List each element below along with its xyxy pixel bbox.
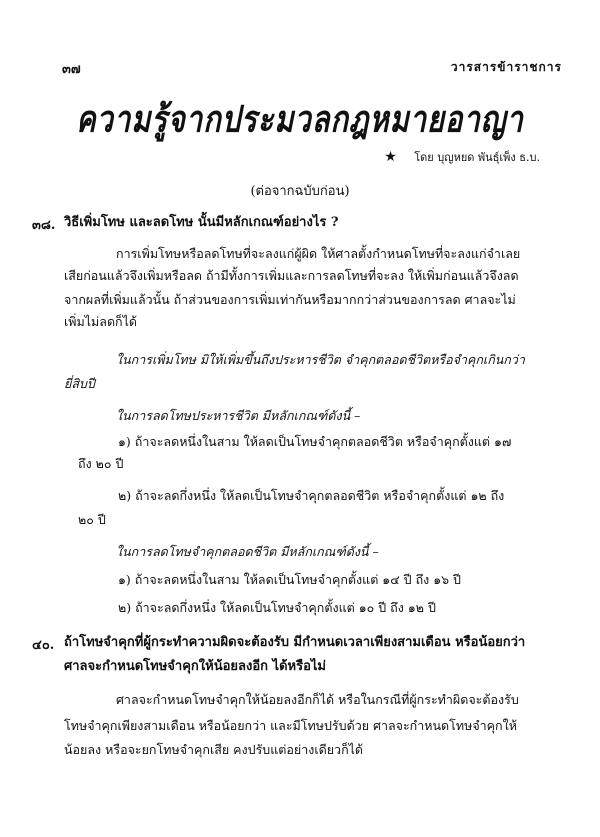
list-item: ๒) ถ้าจะลดกึ่งหนึ่ง ให้ลดเป็นโทษจำคุกตลอดชีวิต หรือจำคุกตั้งแต่ ๑๒ ถึง: [118, 488, 505, 503]
question-text: ศาลจะกำหนดโทษจำคุกให้น้อยลงอีก ได้หรือไม่: [64, 659, 326, 674]
byline: [384, 148, 540, 166]
paragraph-line: น้อยลง หรือจะยกโทษจำคุกเสีย คงปรับแต่อย่างเดียวก็ได้: [64, 742, 364, 757]
question-text: ถ้าโทษจำคุกที่ผู้กระทำความผิดจะต้องรับ มีกำหนดเวลาเพียงสามเดือน หรือน้อยกว่า: [64, 635, 526, 650]
list-item: ๑) ถ้าจะลดหนึ่งในสาม ให้ลดเป็นโทษจำคุกตลอดชีวิต หรือจำคุกตั้งแต่ ๑๗: [118, 434, 512, 449]
continued-note: (ต่อจากฉบับก่อน): [250, 184, 350, 199]
paragraph-line: จากผลที่เพิ่มแล้วนั้น ถ้าส่วนของการเพิ่มเท่ากันหรือมากกว่าส่วนของการลด ศาลจะไม่: [64, 292, 516, 307]
paragraph-line: ศาลจะกำหนดโทษจำคุกให้น้อยลงอีกก็ได้ หรือในกรณีที่ผู้กระทำผิดจะต้องรับ: [116, 692, 519, 707]
subsection-heading: ในการลดโทษจำคุกตลอดชีวิต มีหลักเกณฑ์ดังนี้ –: [116, 544, 379, 559]
paragraph-line: โทษจำคุกเพียงสามเดือน หรือน้อยกว่า และมีโทษปรับด้วย ศาลจะกำหนดโทษจำคุกให้: [64, 718, 517, 733]
author: โดย บุญหยด พันธุ์เพ็ง ธ.บ.: [414, 151, 540, 164]
paragraph-line: ยี่สิบปี: [64, 376, 95, 391]
list-item: ๑) ถ้าจะลดหนึ่งในสาม ให้ลดเป็นโทษจำคุกตั้งแต่ ๑๔ ปี ถึง ๑๖ ปี: [118, 572, 461, 587]
list-item: ๒) ถ้าจะลดกึ่งหนึ่ง ให้ลดเป็นโทษจำคุกตั้งแต่ ๑๐ ปี ถึง ๑๒ ปี: [118, 600, 436, 615]
paragraph-line: ในการเพิ่มโทษ มิให้เพิ่มขึ้นถึงประหารชีวิต จำคุกตลอดชีวิตหรือจำคุกเกินกว่า: [116, 352, 525, 367]
page-number: ๓๗: [62, 62, 81, 77]
question-number: ๓๘.: [32, 218, 56, 233]
list-item-continuation: ๒๐ ปี: [78, 512, 106, 527]
subsection-heading: ในการลดโทษประหารชีวิต มีหลักเกณฑ์ดังนี้ –: [116, 408, 361, 423]
paragraph-line: เพิ่มไม่ลดก็ได้: [64, 314, 138, 329]
paragraph-line: เสียก่อนแล้วจึงเพิ่มหรือลด ถ้ามีทั้งการเพิ่มและการลดโทษที่จะลง ให้เพิ่มก่อนแล้วจึงลด: [64, 268, 519, 283]
article-title: ความรู้จากประมวลกฎหมายอาญา: [76, 97, 524, 141]
question-number: ๔๐.: [32, 638, 55, 653]
journal-title: วารสารข้าราชการ: [450, 60, 562, 74]
list-item-continuation: ถึง ๒๐ ปี: [78, 456, 124, 471]
paragraph-line: การเพิ่มโทษหรือลดโทษที่จะลงแก่ผู้ผิด ให้ศาลตั้งกำหนดโทษที่จะลงแก่จำเลย: [116, 246, 521, 261]
question-text: วิธีเพิ่มโทษ และลดโทษ นั้นมีหลักเกณฑ์อย่างไร ?: [64, 215, 339, 230]
star-icon: ★: [384, 149, 397, 165]
page-header: [62, 58, 562, 78]
